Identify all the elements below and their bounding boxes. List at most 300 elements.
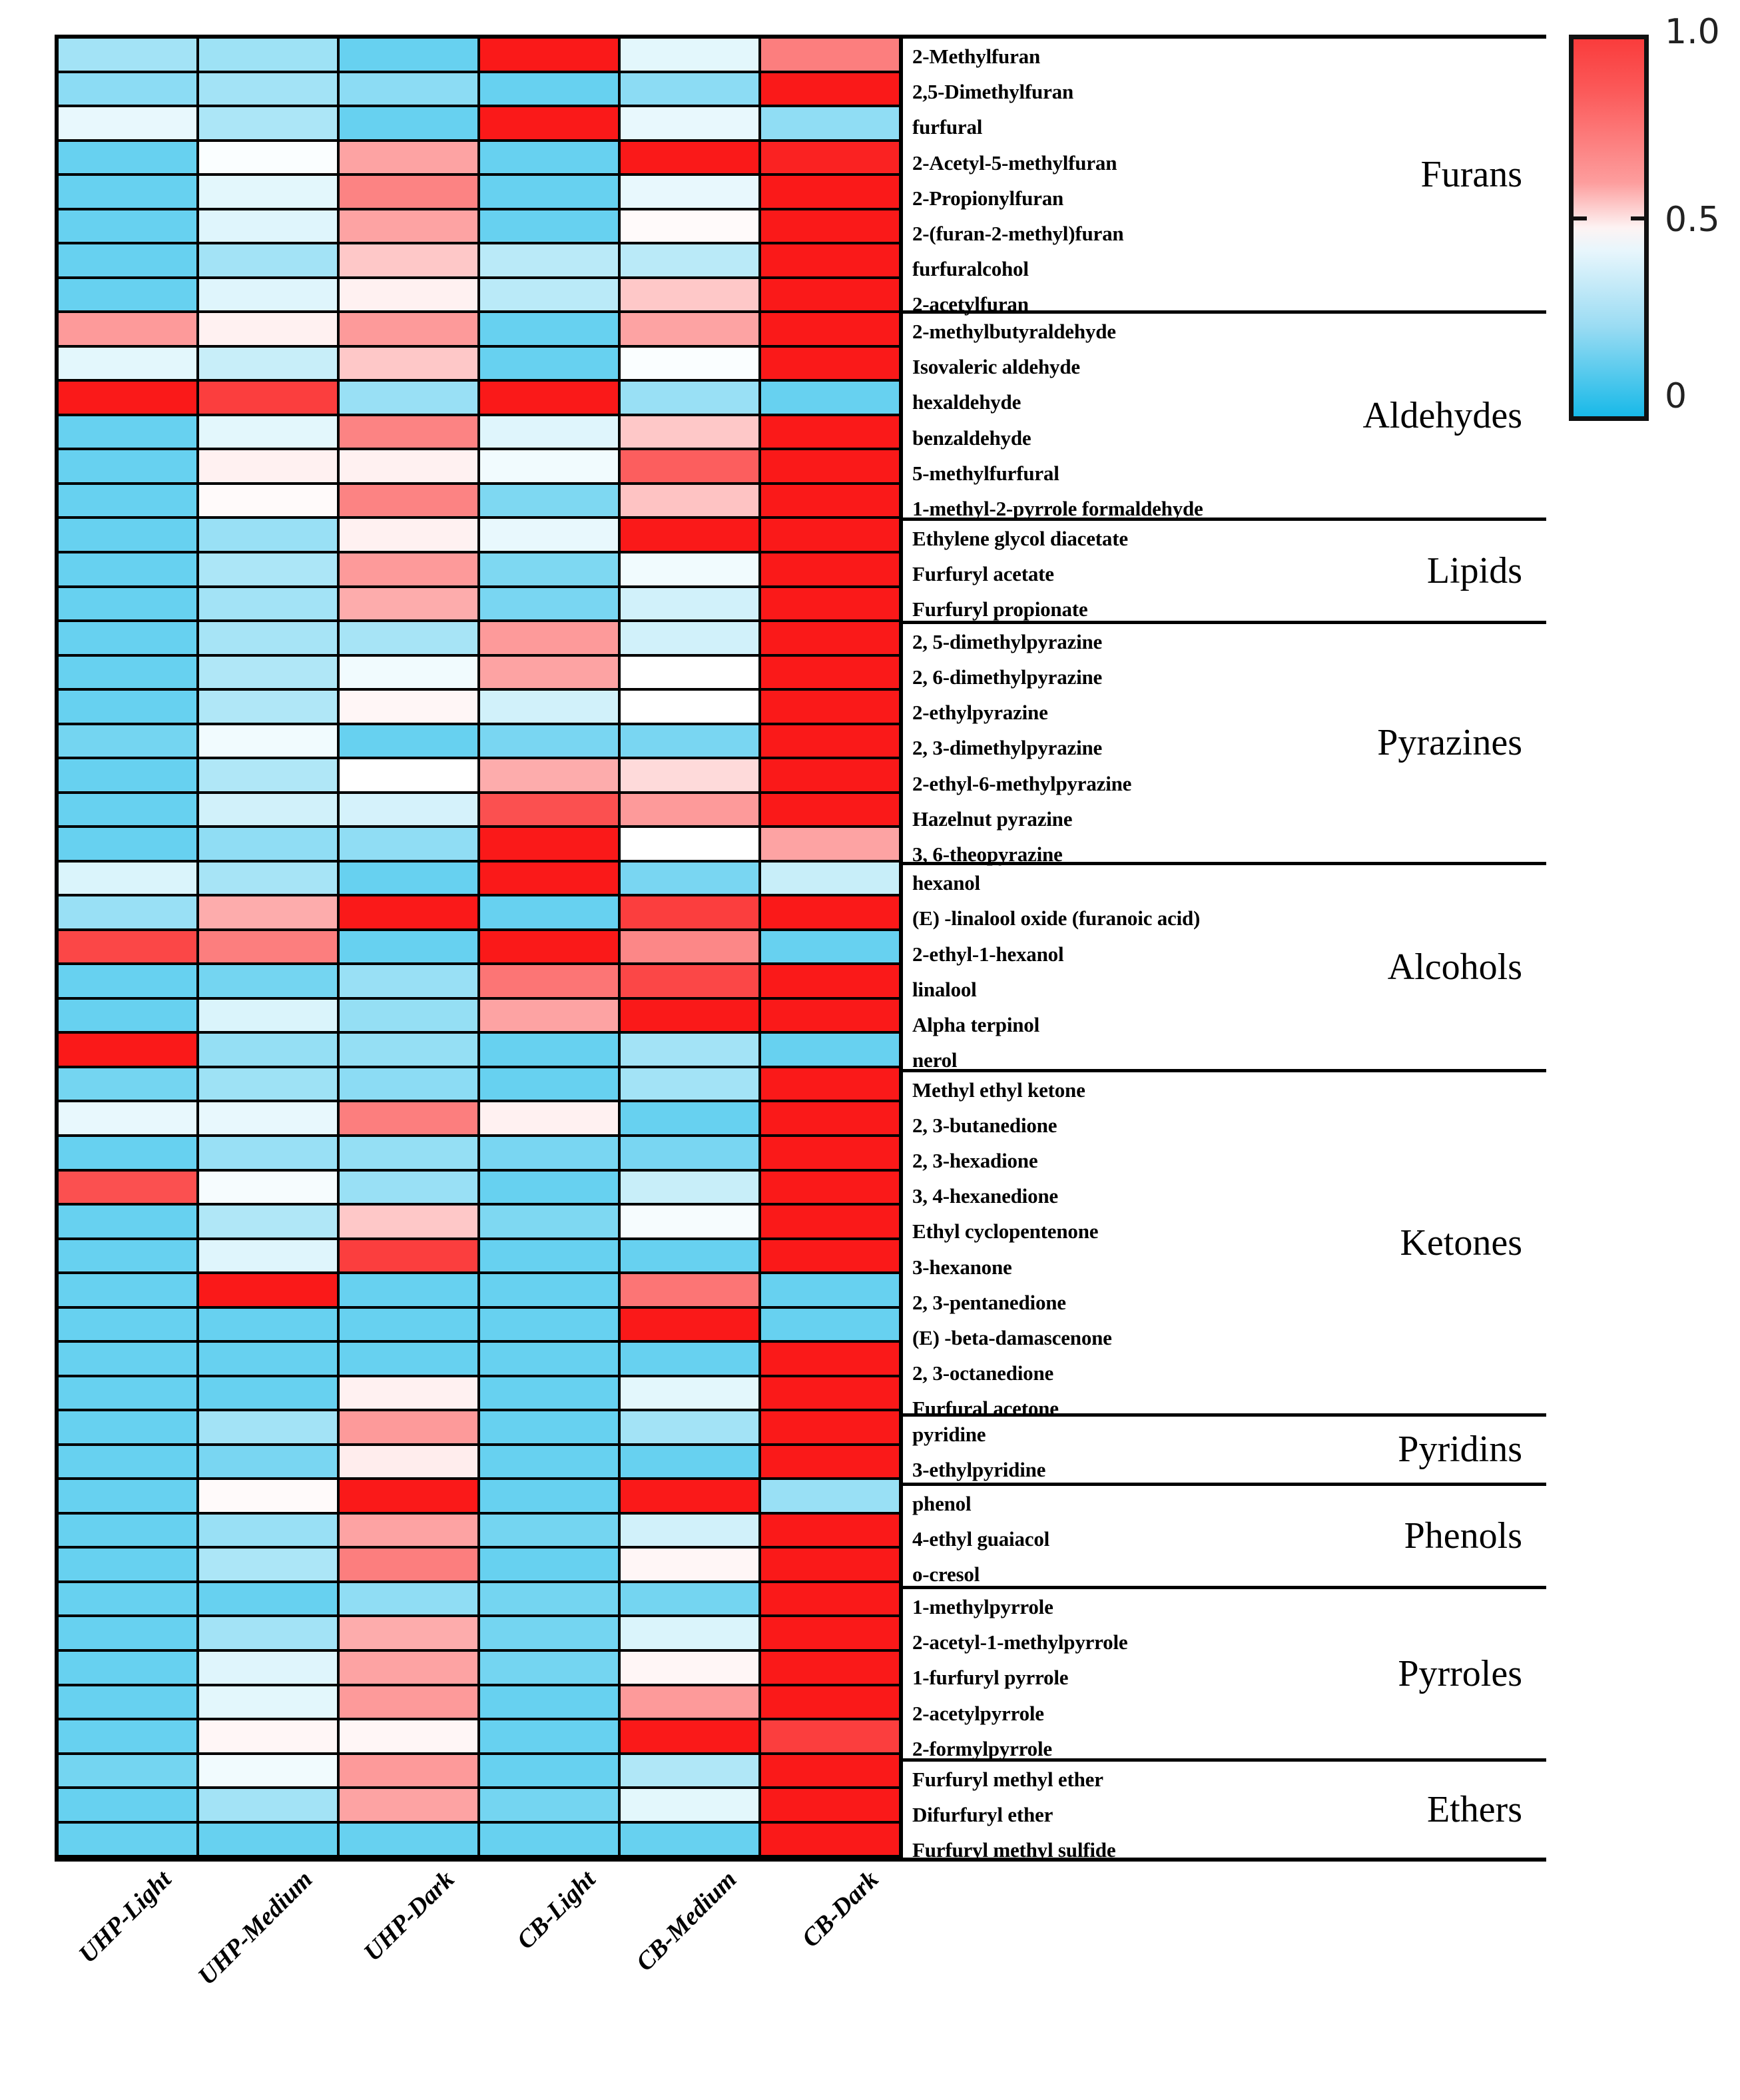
heatmap-cell[interactable]: [480, 828, 618, 860]
heatmap-cell[interactable]: [59, 725, 196, 757]
heatmap-cell[interactable]: [199, 348, 337, 380]
heatmap-cell[interactable]: [59, 1549, 196, 1580]
heatmap-cell[interactable]: [199, 1000, 337, 1032]
heatmap-cell[interactable]: [199, 622, 337, 654]
heatmap-cell[interactable]: [480, 657, 618, 689]
heatmap-cell[interactable]: [59, 142, 196, 174]
heatmap-cell[interactable]: [340, 382, 477, 414]
heatmap-cell[interactable]: [59, 553, 196, 585]
heatmap-cell[interactable]: [199, 1617, 337, 1649]
heatmap-cell[interactable]: [621, 1720, 758, 1752]
heatmap-cell[interactable]: [199, 1480, 337, 1512]
heatmap-cell[interactable]: [621, 1034, 758, 1066]
heatmap-cell[interactable]: [199, 313, 337, 345]
heatmap-cell[interactable]: [621, 1102, 758, 1134]
heatmap-cell[interactable]: [59, 1824, 196, 1856]
heatmap-cell[interactable]: [621, 1377, 758, 1409]
heatmap-cell[interactable]: [621, 931, 758, 963]
heatmap-cell[interactable]: [340, 485, 477, 517]
heatmap-cell[interactable]: [199, 657, 337, 689]
heatmap-cell[interactable]: [59, 313, 196, 345]
heatmap-cell[interactable]: [621, 1549, 758, 1580]
heatmap-cell[interactable]: [761, 1446, 899, 1478]
heatmap-cell[interactable]: [340, 1720, 477, 1752]
heatmap-cell[interactable]: [480, 759, 618, 791]
heatmap-cell[interactable]: [621, 279, 758, 311]
heatmap-cell[interactable]: [621, 1515, 758, 1547]
heatmap-cell[interactable]: [761, 348, 899, 380]
heatmap-cell[interactable]: [199, 73, 337, 105]
heatmap-cell[interactable]: [59, 1034, 196, 1066]
heatmap-cell[interactable]: [761, 210, 899, 242]
heatmap-cell[interactable]: [761, 1652, 899, 1684]
heatmap-cell[interactable]: [480, 1172, 618, 1204]
heatmap-cell[interactable]: [621, 1480, 758, 1512]
heatmap-cell[interactable]: [761, 725, 899, 757]
heatmap-cell[interactable]: [761, 1343, 899, 1375]
heatmap-cell[interactable]: [761, 1480, 899, 1512]
heatmap-cell[interactable]: [340, 313, 477, 345]
heatmap-cell[interactable]: [621, 107, 758, 139]
heatmap-cell[interactable]: [761, 1411, 899, 1443]
heatmap-cell[interactable]: [761, 657, 899, 689]
heatmap-cell[interactable]: [340, 931, 477, 963]
heatmap-cell[interactable]: [59, 1274, 196, 1306]
heatmap-cell[interactable]: [480, 39, 618, 71]
heatmap-cell[interactable]: [480, 725, 618, 757]
heatmap-cell[interactable]: [199, 176, 337, 208]
heatmap-cell[interactable]: [199, 725, 337, 757]
heatmap-cell[interactable]: [761, 416, 899, 448]
heatmap-cell[interactable]: [480, 622, 618, 654]
heatmap-cell[interactable]: [59, 450, 196, 482]
heatmap-cell[interactable]: [480, 485, 618, 517]
heatmap-cell[interactable]: [480, 553, 618, 585]
heatmap-cell[interactable]: [621, 1068, 758, 1100]
heatmap-cell[interactable]: [621, 1617, 758, 1649]
heatmap-cell[interactable]: [199, 1377, 337, 1409]
heatmap-cell[interactable]: [59, 1480, 196, 1512]
heatmap-cell[interactable]: [340, 1309, 477, 1341]
heatmap-cell[interactable]: [480, 1309, 618, 1341]
heatmap-cell[interactable]: [59, 1309, 196, 1341]
heatmap-cell[interactable]: [480, 1824, 618, 1856]
heatmap-cell[interactable]: [480, 931, 618, 963]
heatmap-cell[interactable]: [480, 176, 618, 208]
heatmap-cell[interactable]: [199, 1309, 337, 1341]
heatmap-cell[interactable]: [761, 1309, 899, 1341]
heatmap-cell[interactable]: [199, 1583, 337, 1615]
heatmap-cell[interactable]: [761, 1720, 899, 1752]
heatmap-cell[interactable]: [340, 759, 477, 791]
heatmap-cell[interactable]: [59, 382, 196, 414]
heatmap-cell[interactable]: [199, 1652, 337, 1684]
heatmap-cell[interactable]: [621, 725, 758, 757]
heatmap-cell[interactable]: [59, 348, 196, 380]
heatmap-cell[interactable]: [480, 1377, 618, 1409]
heatmap-cell[interactable]: [340, 588, 477, 620]
heatmap-cell[interactable]: [340, 107, 477, 139]
heatmap-cell[interactable]: [199, 519, 337, 551]
heatmap-cell[interactable]: [340, 1446, 477, 1478]
heatmap-cell[interactable]: [621, 1789, 758, 1821]
heatmap-cell[interactable]: [621, 1824, 758, 1856]
heatmap-cell[interactable]: [199, 1137, 337, 1169]
heatmap-cell[interactable]: [340, 1137, 477, 1169]
heatmap-cell[interactable]: [199, 1789, 337, 1821]
heatmap-cell[interactable]: [340, 416, 477, 448]
heatmap-cell[interactable]: [59, 1000, 196, 1032]
heatmap-cell[interactable]: [340, 73, 477, 105]
heatmap-cell[interactable]: [621, 622, 758, 654]
heatmap-cell[interactable]: [480, 1480, 618, 1512]
heatmap-cell[interactable]: [340, 1240, 477, 1272]
heatmap-cell[interactable]: [621, 416, 758, 448]
heatmap-cell[interactable]: [480, 1515, 618, 1547]
heatmap-cell[interactable]: [480, 1446, 618, 1478]
heatmap-cell[interactable]: [480, 1068, 618, 1100]
heatmap-cell[interactable]: [761, 931, 899, 963]
heatmap-cell[interactable]: [340, 39, 477, 71]
heatmap-cell[interactable]: [340, 794, 477, 826]
heatmap-cell[interactable]: [761, 1789, 899, 1821]
heatmap-cell[interactable]: [59, 896, 196, 928]
heatmap-cell[interactable]: [59, 1515, 196, 1547]
heatmap-cell[interactable]: [340, 279, 477, 311]
heatmap-cell[interactable]: [761, 965, 899, 997]
heatmap-cell[interactable]: [761, 244, 899, 276]
heatmap-cell[interactable]: [199, 107, 337, 139]
heatmap-cell[interactable]: [340, 691, 477, 723]
heatmap-cell[interactable]: [761, 73, 899, 105]
heatmap-cell[interactable]: [480, 896, 618, 928]
heatmap-cell[interactable]: [340, 1343, 477, 1375]
heatmap-cell[interactable]: [199, 691, 337, 723]
heatmap-cell[interactable]: [340, 1515, 477, 1547]
heatmap-cell[interactable]: [340, 863, 477, 894]
heatmap-cell[interactable]: [621, 828, 758, 860]
heatmap-cell[interactable]: [621, 210, 758, 242]
heatmap-cell[interactable]: [761, 691, 899, 723]
heatmap-cell[interactable]: [59, 176, 196, 208]
heatmap-cell[interactable]: [621, 1583, 758, 1615]
heatmap-cell[interactable]: [340, 1617, 477, 1649]
heatmap-cell[interactable]: [761, 1583, 899, 1615]
heatmap-cell[interactable]: [480, 1137, 618, 1169]
heatmap-cell[interactable]: [480, 1789, 618, 1821]
heatmap-cell[interactable]: [761, 485, 899, 517]
heatmap-cell[interactable]: [340, 142, 477, 174]
heatmap-cell[interactable]: [761, 622, 899, 654]
heatmap-cell[interactable]: [199, 863, 337, 894]
heatmap-cell[interactable]: [199, 1343, 337, 1375]
heatmap-cell[interactable]: [480, 279, 618, 311]
heatmap-cell[interactable]: [480, 1102, 618, 1134]
heatmap-cell[interactable]: [199, 1274, 337, 1306]
heatmap-cell[interactable]: [480, 965, 618, 997]
heatmap-cell[interactable]: [761, 794, 899, 826]
heatmap-cell[interactable]: [480, 691, 618, 723]
heatmap-cell[interactable]: [59, 519, 196, 551]
heatmap-cell[interactable]: [761, 1617, 899, 1649]
heatmap-cell[interactable]: [199, 965, 337, 997]
heatmap-cell[interactable]: [621, 1137, 758, 1169]
heatmap-cell[interactable]: [199, 1515, 337, 1547]
heatmap-cell[interactable]: [761, 1274, 899, 1306]
heatmap-cell[interactable]: [621, 519, 758, 551]
heatmap-cell[interactable]: [340, 1000, 477, 1032]
heatmap-cell[interactable]: [59, 1686, 196, 1718]
heatmap-cell[interactable]: [199, 210, 337, 242]
heatmap-cell[interactable]: [761, 828, 899, 860]
heatmap-cell[interactable]: [621, 794, 758, 826]
heatmap-cell[interactable]: [761, 553, 899, 585]
heatmap-cell[interactable]: [59, 759, 196, 791]
heatmap-cell[interactable]: [340, 1102, 477, 1134]
heatmap-cell[interactable]: [621, 142, 758, 174]
heatmap-cell[interactable]: [340, 1480, 477, 1512]
heatmap-cell[interactable]: [480, 1240, 618, 1272]
heatmap-cell[interactable]: [621, 1172, 758, 1204]
heatmap-cell[interactable]: [480, 519, 618, 551]
heatmap-cell[interactable]: [480, 1755, 618, 1787]
heatmap-cell[interactable]: [199, 1755, 337, 1787]
heatmap-cell[interactable]: [340, 657, 477, 689]
heatmap-cell[interactable]: [621, 1000, 758, 1032]
heatmap-cell[interactable]: [199, 416, 337, 448]
heatmap-cell[interactable]: [621, 1755, 758, 1787]
heatmap-cell[interactable]: [480, 1274, 618, 1306]
heatmap-cell[interactable]: [59, 244, 196, 276]
heatmap-cell[interactable]: [340, 1549, 477, 1580]
heatmap-cell[interactable]: [199, 794, 337, 826]
heatmap-cell[interactable]: [761, 759, 899, 791]
heatmap-cell[interactable]: [621, 39, 758, 71]
heatmap-cell[interactable]: [761, 1755, 899, 1787]
heatmap-cell[interactable]: [761, 1240, 899, 1272]
heatmap-cell[interactable]: [621, 485, 758, 517]
heatmap-cell[interactable]: [480, 73, 618, 105]
heatmap-cell[interactable]: [621, 313, 758, 345]
heatmap-cell[interactable]: [199, 1240, 337, 1272]
heatmap-cell[interactable]: [761, 1686, 899, 1718]
heatmap-cell[interactable]: [199, 553, 337, 585]
heatmap-cell[interactable]: [199, 1549, 337, 1580]
heatmap-cell[interactable]: [480, 107, 618, 139]
heatmap-cell[interactable]: [59, 279, 196, 311]
heatmap-cell[interactable]: [59, 794, 196, 826]
heatmap-cell[interactable]: [199, 1206, 337, 1237]
heatmap-cell[interactable]: [340, 210, 477, 242]
heatmap-cell[interactable]: [480, 1411, 618, 1443]
heatmap-cell[interactable]: [199, 588, 337, 620]
heatmap-cell[interactable]: [761, 519, 899, 551]
heatmap-cell[interactable]: [340, 828, 477, 860]
heatmap-cell[interactable]: [340, 896, 477, 928]
heatmap-cell[interactable]: [761, 279, 899, 311]
colorbar[interactable]: [1569, 35, 1649, 421]
heatmap-cell[interactable]: [761, 313, 899, 345]
heatmap-cell[interactable]: [340, 519, 477, 551]
heatmap-cell[interactable]: [199, 1034, 337, 1066]
heatmap-cell[interactable]: [621, 73, 758, 105]
heatmap-cell[interactable]: [340, 244, 477, 276]
heatmap-cell[interactable]: [340, 1377, 477, 1409]
heatmap-cell[interactable]: [761, 1068, 899, 1100]
heatmap-cell[interactable]: [761, 1206, 899, 1237]
heatmap-cell[interactable]: [59, 107, 196, 139]
heatmap-cell[interactable]: [480, 210, 618, 242]
heatmap-cell[interactable]: [59, 416, 196, 448]
heatmap-cell[interactable]: [59, 73, 196, 105]
heatmap-cell[interactable]: [59, 1343, 196, 1375]
heatmap-cell[interactable]: [199, 142, 337, 174]
heatmap-cell[interactable]: [59, 691, 196, 723]
heatmap-cell[interactable]: [480, 1652, 618, 1684]
heatmap-cell[interactable]: [199, 279, 337, 311]
heatmap-cell[interactable]: [199, 1446, 337, 1478]
heatmap-cell[interactable]: [59, 965, 196, 997]
heatmap-cell[interactable]: [621, 965, 758, 997]
heatmap-cell[interactable]: [480, 1206, 618, 1237]
heatmap-cell[interactable]: [340, 725, 477, 757]
heatmap-cell[interactable]: [340, 1583, 477, 1615]
heatmap-cell[interactable]: [621, 1652, 758, 1684]
heatmap-cell[interactable]: [621, 1240, 758, 1272]
heatmap-cell[interactable]: [340, 965, 477, 997]
heatmap-cell[interactable]: [340, 1274, 477, 1306]
heatmap-cell[interactable]: [340, 1652, 477, 1684]
heatmap-cell[interactable]: [59, 1172, 196, 1204]
heatmap-cell[interactable]: [761, 1549, 899, 1580]
heatmap-cell[interactable]: [59, 1720, 196, 1752]
heatmap-cell[interactable]: [340, 1411, 477, 1443]
heatmap-cell[interactable]: [480, 416, 618, 448]
heatmap-cell[interactable]: [340, 1755, 477, 1787]
heatmap-cell[interactable]: [480, 450, 618, 482]
heatmap-cell[interactable]: [761, 863, 899, 894]
heatmap-cell[interactable]: [199, 485, 337, 517]
heatmap-cell[interactable]: [621, 1686, 758, 1718]
heatmap-cell[interactable]: [199, 1411, 337, 1443]
heatmap-cell[interactable]: [59, 622, 196, 654]
heatmap-cell[interactable]: [761, 896, 899, 928]
heatmap-cell[interactable]: [59, 1240, 196, 1272]
heatmap-cell[interactable]: [761, 142, 899, 174]
heatmap-cell[interactable]: [761, 1172, 899, 1204]
heatmap-cell[interactable]: [199, 1686, 337, 1718]
heatmap-cell[interactable]: [621, 1309, 758, 1341]
heatmap-cell[interactable]: [199, 759, 337, 791]
heatmap-cell[interactable]: [59, 1652, 196, 1684]
heatmap-cell[interactable]: [761, 1102, 899, 1134]
heatmap-cell[interactable]: [480, 382, 618, 414]
heatmap-cell[interactable]: [761, 1377, 899, 1409]
heatmap-cell[interactable]: [480, 1686, 618, 1718]
heatmap-cell[interactable]: [621, 382, 758, 414]
heatmap-cell[interactable]: [480, 142, 618, 174]
heatmap-cell[interactable]: [480, 244, 618, 276]
heatmap-cell[interactable]: [59, 1411, 196, 1443]
heatmap-cell[interactable]: [340, 553, 477, 585]
heatmap-cell[interactable]: [621, 759, 758, 791]
heatmap-cell[interactable]: [340, 1789, 477, 1821]
heatmap-cell[interactable]: [59, 210, 196, 242]
heatmap-cell[interactable]: [621, 896, 758, 928]
heatmap-cell[interactable]: [480, 1549, 618, 1580]
heatmap-cell[interactable]: [621, 1343, 758, 1375]
heatmap-cell[interactable]: [199, 39, 337, 71]
heatmap-cell[interactable]: [59, 1102, 196, 1134]
heatmap-cell[interactable]: [59, 485, 196, 517]
heatmap-cell[interactable]: [761, 382, 899, 414]
heatmap-cell[interactable]: [199, 931, 337, 963]
heatmap-cell[interactable]: [480, 863, 618, 894]
heatmap-cell[interactable]: [59, 1206, 196, 1237]
heatmap-cell[interactable]: [340, 450, 477, 482]
heatmap-cell[interactable]: [59, 1377, 196, 1409]
heatmap-cell[interactable]: [621, 863, 758, 894]
heatmap-cell[interactable]: [761, 588, 899, 620]
heatmap-cell[interactable]: [59, 588, 196, 620]
heatmap-cell[interactable]: [761, 1137, 899, 1169]
heatmap-cell[interactable]: [621, 1274, 758, 1306]
heatmap-cell[interactable]: [480, 588, 618, 620]
heatmap-cell[interactable]: [340, 1068, 477, 1100]
heatmap-cell[interactable]: [59, 1137, 196, 1169]
heatmap-cell[interactable]: [59, 931, 196, 963]
heatmap-cell[interactable]: [199, 1068, 337, 1100]
heatmap-cell[interactable]: [761, 176, 899, 208]
heatmap-cell[interactable]: [199, 828, 337, 860]
heatmap-cell[interactable]: [480, 1000, 618, 1032]
heatmap-cell[interactable]: [480, 313, 618, 345]
heatmap-cell[interactable]: [480, 1617, 618, 1649]
heatmap-cell[interactable]: [199, 382, 337, 414]
heatmap-cell[interactable]: [340, 1172, 477, 1204]
heatmap-cell[interactable]: [340, 1034, 477, 1066]
heatmap-cell[interactable]: [480, 1720, 618, 1752]
heatmap-cell[interactable]: [59, 1755, 196, 1787]
heatmap-cell[interactable]: [480, 1034, 618, 1066]
heatmap-cell[interactable]: [480, 1583, 618, 1615]
heatmap-cell[interactable]: [621, 1446, 758, 1478]
heatmap-cell[interactable]: [480, 348, 618, 380]
heatmap-cell[interactable]: [621, 176, 758, 208]
heatmap-cell[interactable]: [761, 1824, 899, 1856]
heatmap-cell[interactable]: [199, 450, 337, 482]
heatmap-cell[interactable]: [199, 1720, 337, 1752]
heatmap-cell[interactable]: [59, 1068, 196, 1100]
heatmap-cell[interactable]: [621, 691, 758, 723]
heatmap-cell[interactable]: [621, 657, 758, 689]
heatmap-cell[interactable]: [199, 1102, 337, 1134]
heatmap-cell[interactable]: [480, 794, 618, 826]
heatmap-cell[interactable]: [621, 348, 758, 380]
heatmap-cell[interactable]: [761, 1515, 899, 1547]
heatmap-cell[interactable]: [59, 1789, 196, 1821]
heatmap-cell[interactable]: [621, 450, 758, 482]
heatmap-cell[interactable]: [199, 1824, 337, 1856]
heatmap-cell[interactable]: [761, 39, 899, 71]
heatmap-cell[interactable]: [621, 244, 758, 276]
heatmap-cell[interactable]: [199, 244, 337, 276]
heatmap-cell[interactable]: [480, 1343, 618, 1375]
heatmap-cell[interactable]: [59, 828, 196, 860]
heatmap-cell[interactable]: [621, 1206, 758, 1237]
heatmap-cell[interactable]: [59, 1446, 196, 1478]
heatmap-cell[interactable]: [340, 1206, 477, 1237]
